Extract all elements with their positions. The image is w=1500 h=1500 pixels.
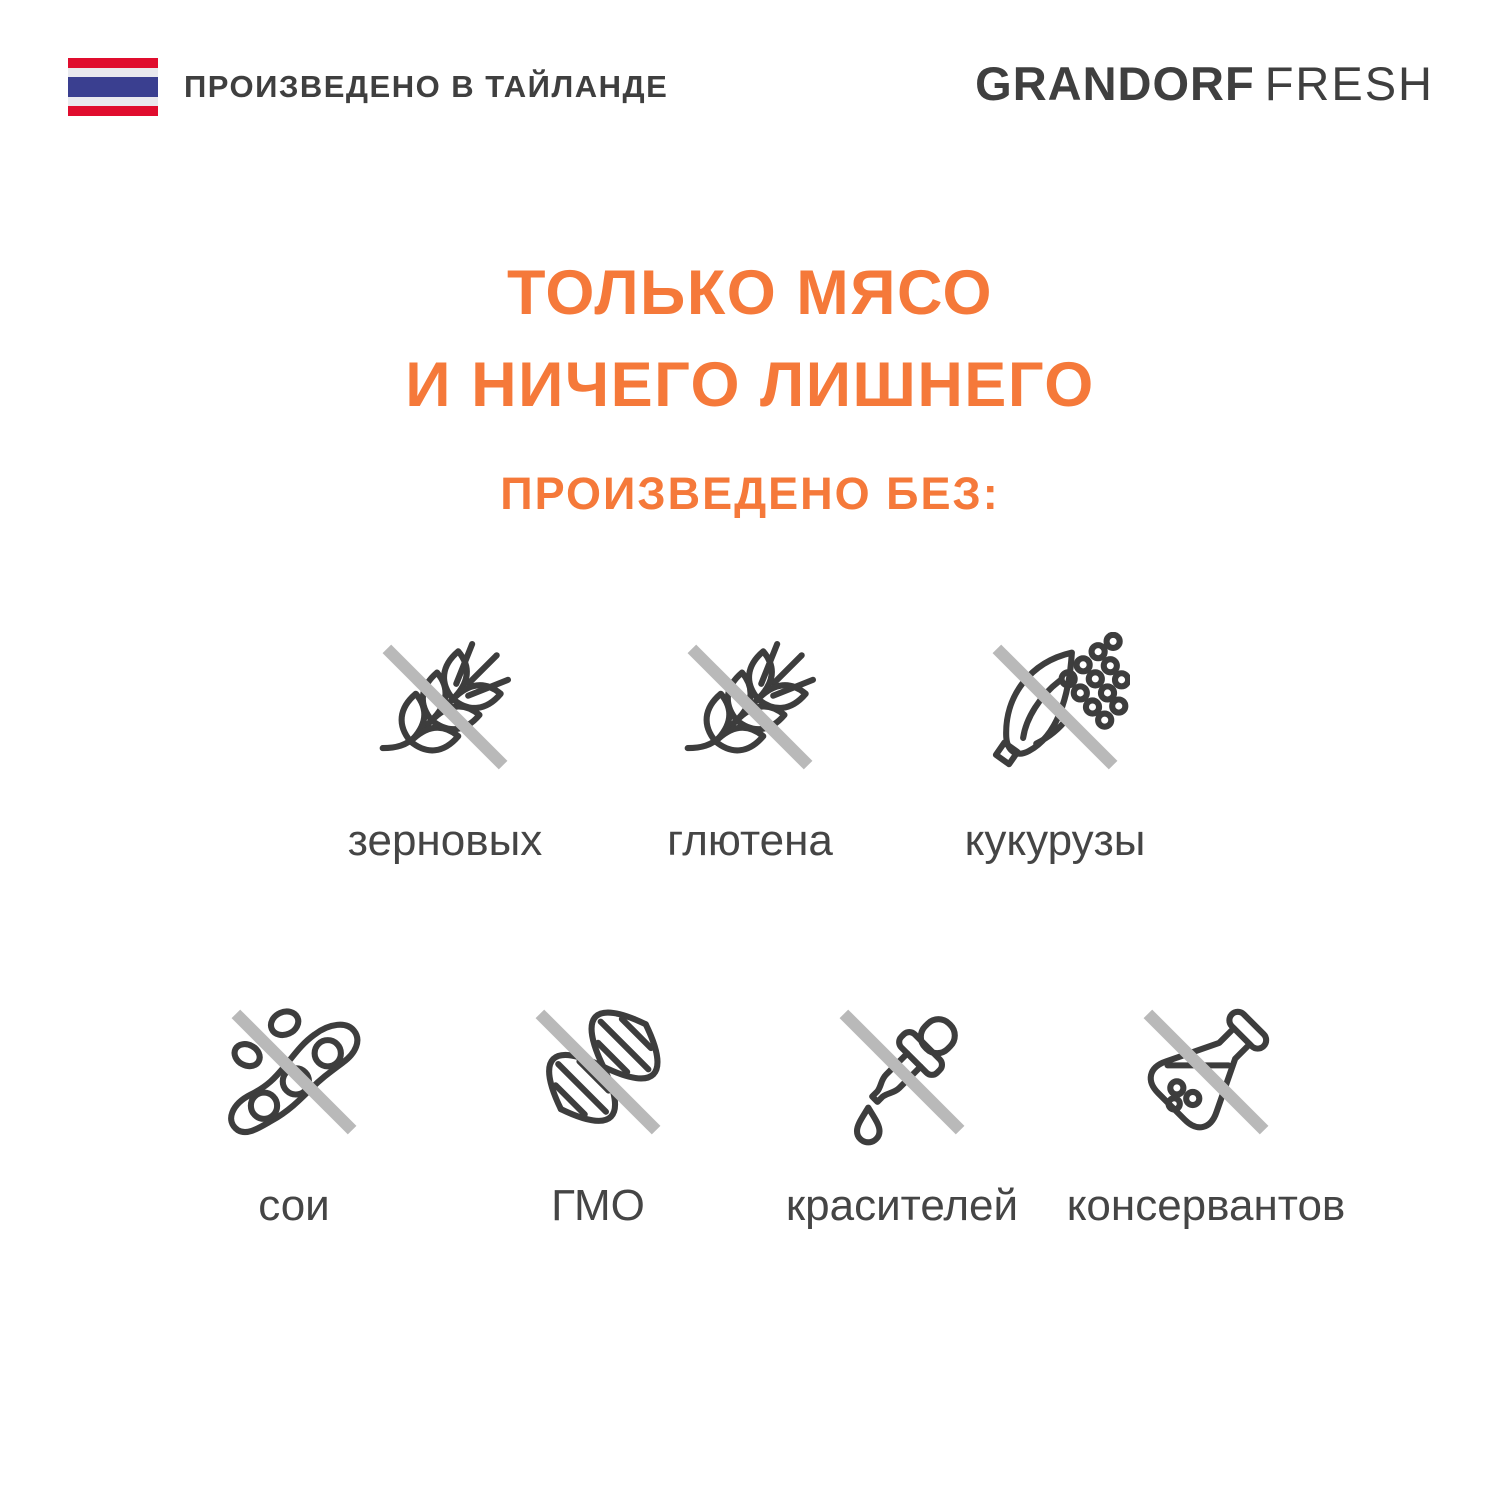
excluded-item-grains bbox=[315, 632, 575, 866]
excluded-item-label: красителей bbox=[785, 1181, 1019, 1230]
subtitle: ПРОИЗВЕДЕНО БЕЗ: bbox=[500, 468, 1000, 519]
brand-logo bbox=[975, 56, 1434, 111]
excluded-item-corn bbox=[925, 632, 1185, 866]
excluded-item-label: консервантов bbox=[1066, 1181, 1346, 1230]
excluded-row-2 bbox=[0, 997, 1500, 1231]
made-in-label: ПРОИЗВЕДЕНО В ТАЙЛАНДЕ bbox=[184, 69, 669, 104]
excluded-item-gmo bbox=[457, 997, 739, 1231]
brand-name: GRANDORF bbox=[975, 57, 1255, 110]
made-in-badge bbox=[68, 58, 668, 116]
excluded-item-label: зерновых bbox=[347, 816, 543, 865]
excluded-item-label: кукурузы bbox=[964, 816, 1146, 865]
page-title bbox=[0, 247, 1500, 431]
excluded-item-label: глютена bbox=[667, 816, 833, 865]
soy-crossed-icon bbox=[219, 997, 369, 1147]
excluded-item-soy bbox=[153, 997, 435, 1231]
flask-crossed-icon bbox=[1131, 997, 1281, 1147]
excluded-row-1 bbox=[0, 632, 1500, 866]
thailand-flag-icon bbox=[68, 58, 158, 116]
wheat-crossed-icon bbox=[370, 632, 520, 782]
excluded-item-label: ГМО bbox=[551, 1181, 645, 1230]
excluded-item-label: сои bbox=[258, 1181, 330, 1230]
excluded-item-preservatives bbox=[1065, 997, 1347, 1231]
dropper-crossed-icon bbox=[827, 997, 977, 1147]
dna-crossed-icon bbox=[523, 997, 673, 1147]
title-line-1: ТОЛЬКО МЯСО bbox=[507, 258, 993, 328]
title-line-2: И НИЧЕГО ЛИШНЕГО bbox=[405, 350, 1095, 420]
excluded-item-gluten bbox=[620, 632, 880, 866]
gluten-wheat-crossed-icon bbox=[675, 632, 825, 782]
excluded-item-dyes bbox=[761, 997, 1043, 1231]
corn-crossed-icon bbox=[980, 632, 1130, 782]
brand-suffix: FRESH bbox=[1264, 57, 1434, 110]
